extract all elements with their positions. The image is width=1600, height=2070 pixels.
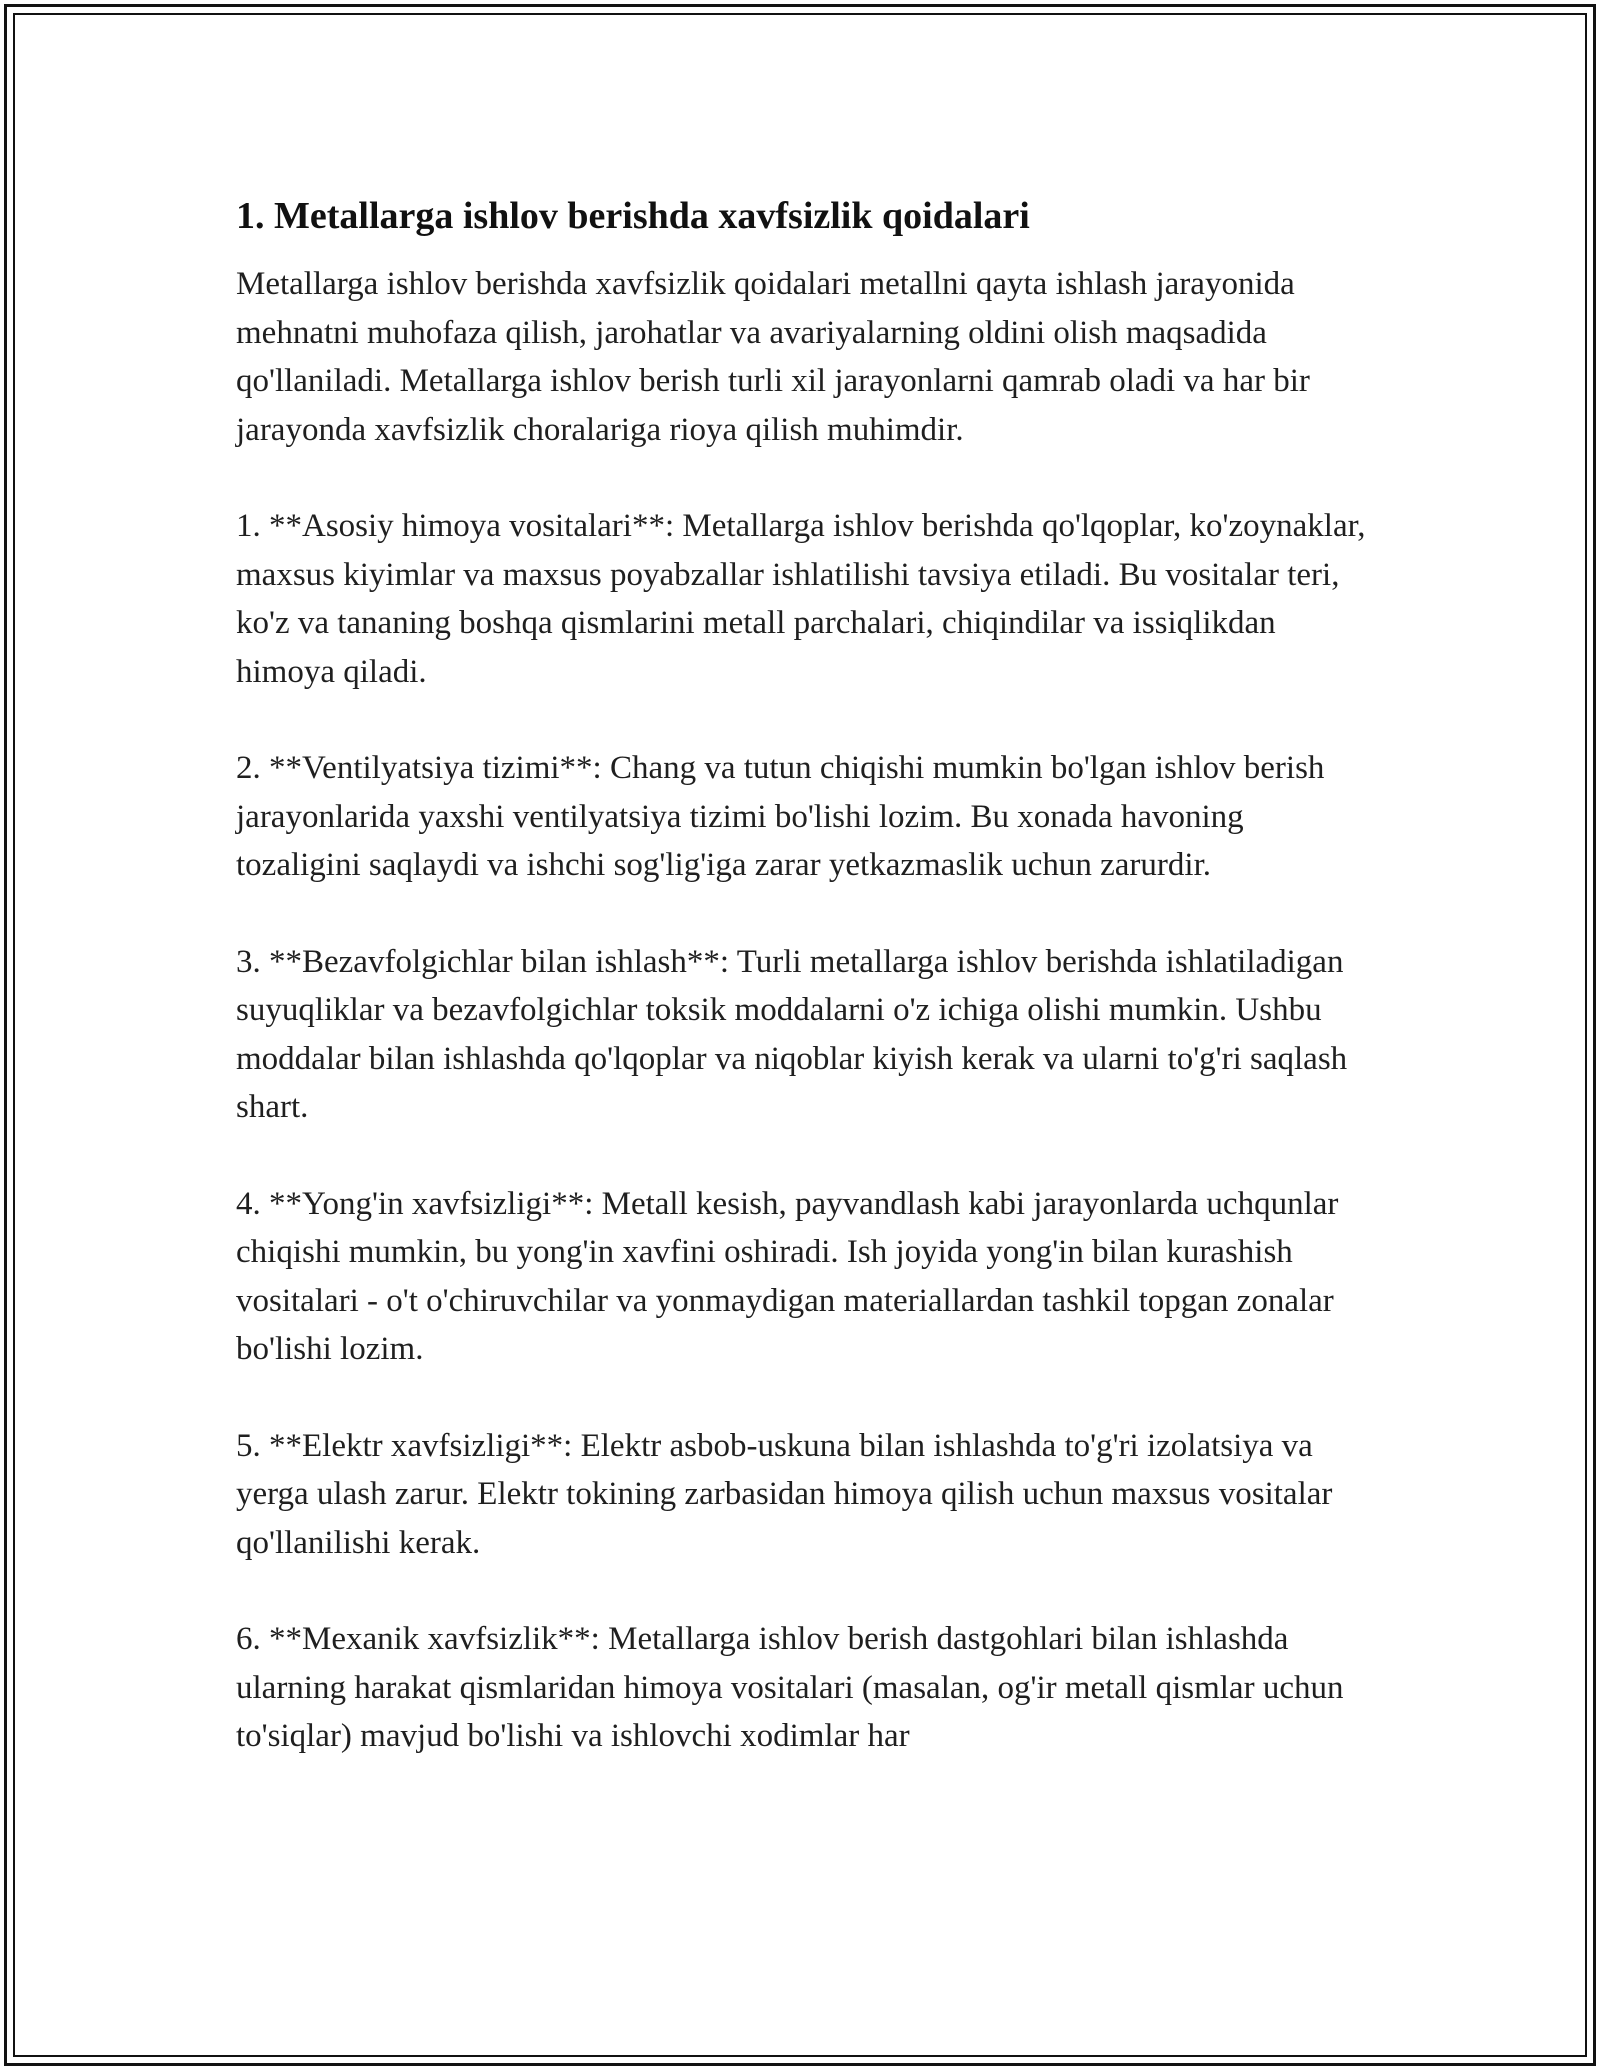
paragraph-ventilation: 2. **Ventilyatsiya tizimi**: Chang va tutun chiqishi mumkin bo'lgan ishlov berish jarayonlarida yaxshi ventilyatsiya tizimi bo'lishi lozim. Bu xonada havoning tozaligini saqlaydi va ishchi sog'lig'iga zarar yetkazmaslik uchun zarurdir.	[236, 750, 1325, 883]
document-body	[236, 190, 1366, 1809]
intro-paragraph: Metallarga ishlov berishda xavfsizlik qoidalari metallni qayta ishlash jarayonida mehnatni muhofaza qilish, jarohatlar va avariyalarning oldini olish maqsadida qo'llaniladi. Metallarga ishlov berish turli xil jarayonlarni qamrab oladi va har bir jarayonda xavfsizlik choralariga rioya qilish muhimdir.	[236, 266, 1310, 448]
paragraph-mechanical-safety: 6. **Mexanik xavfsizlik**: Metallarga ishlov berish dastgohlari bilan ishlashda ularning harakat qismlaridan himoya vositalari (masalan, og'ir metall qismlar uchun to'siqlar) mavjud bo'lishi va ishlovchi xodimlar har	[236, 1621, 1344, 1754]
paragraph-chemicals: 3. **Bezavfolgichlar bilan ishlash**: Turli metallarga ishlov berishda ishlatiladigan suyuqliklar va bezavfolgichlar toksik moddalarni o'z ichiga olishi mumkin. Ushbu moddalar bilan ishlashda qo'lqoplar va niqoblar kiyish kerak va ularni to'g'ri saqlash shart.	[236, 943, 1348, 1125]
paragraph-protective-equipment: 1. **Asosiy himoya vositalari**: Metallarga ishlov berishda qo'lqoplar, ko'zoynaklar, maxsus kiyimlar va maxsus poyabzallar ishlatilishi tavsiya etiladi. Bu vositalar teri, ko'z va tananing boshqa qismlarini metall parchalari, chiqindilar va issiqlikdan himoya qiladi.	[236, 508, 1366, 690]
paragraph-fire-safety: 4. **Yong'in xavfsizligi**: Metall kesish, payvandlash kabi jarayonlarda uchqunlar chiqishi mumkin, bu yong'in xavfini oshiradi. Ish joyida yong'in bilan kurashish vositalari - o't o'chiruvchilar va yonmaydigan materiallardan tashkil topgan zonalar bo'lishi lozim.	[236, 1185, 1339, 1367]
paragraph-electrical-safety: 5. **Elektr xavfsizligi**: Elektr asbob-uskuna bilan ishlashda to'g'ri izolatsiya va yerga ulash zarur. Elektr tokining zarbasidan himoya qilish uchun maxsus vositalar qo'llanilishi kerak.	[236, 1427, 1333, 1561]
document-title: 1. Metallarga ishlov berishda xavfsizlik qoidalari	[236, 195, 1030, 237]
